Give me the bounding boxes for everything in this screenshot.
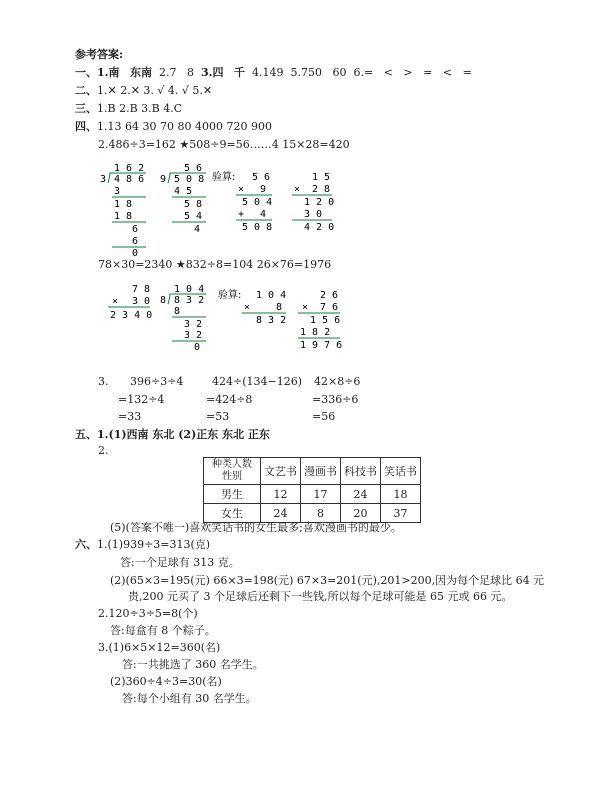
section-3-num: 三、	[75, 102, 97, 115]
svg-text:4 5: 4 5	[174, 186, 193, 197]
s6-line4: 贵,200 元买了 3 个足球后还剩下一些钱,所以每个足球可能是 65 元或 66 元。	[128, 590, 513, 603]
table-row	[204, 485, 421, 504]
svg-text:7 6: 7 6	[320, 302, 339, 313]
q3-c2-l1: 424÷(134−126)	[212, 375, 303, 388]
table-cell: 37	[381, 504, 421, 523]
svg-text:×: ×	[294, 184, 301, 195]
svg-text:5 4: 5 4	[184, 211, 203, 222]
q3-c1-l2: =132÷4	[118, 393, 165, 406]
svg-text:5 6: 5 6	[184, 163, 203, 174]
svg-text:0: 0	[194, 342, 201, 353]
answer: >	[403, 66, 413, 79]
table-header-row	[204, 458, 421, 485]
answer: 4.149	[251, 66, 284, 79]
answer: 千	[233, 66, 245, 79]
svg-text:3 2: 3 2	[184, 319, 203, 330]
svg-text:8: 8	[276, 302, 283, 313]
corner-top: 种类人数	[212, 459, 252, 470]
section-6-num: 六、	[75, 538, 97, 551]
section-2-text: 1.✕ 2.✕ 3. √ 4. √ 5.✕	[97, 84, 213, 97]
svg-text:2 3 4 0: 2 3 4 0	[110, 310, 153, 321]
svg-text:×: ×	[244, 302, 251, 313]
svg-text:8: 8	[174, 306, 181, 317]
answer: 5.750	[290, 66, 322, 79]
corner-bottom: 性别	[222, 471, 242, 482]
svg-text:1 6 2: 1 6 2	[114, 163, 145, 174]
svg-text:3 0: 3 0	[132, 296, 151, 307]
section-4-row1: 1.13 64 30 70 80 4000 720 900	[97, 120, 272, 133]
svg-text:4: 4	[194, 224, 201, 235]
answer: 2.7	[158, 66, 177, 79]
vertical-multiplication-26-76	[296, 288, 346, 356]
s6-line10: 答:每个小组有 30 名学生。	[122, 692, 257, 705]
section-5-note: (5)(答案不唯一)喜欢笑话书的女生最多;喜欢漫画书的最少。	[110, 521, 402, 534]
svg-text:8 3 2: 8 3 2	[174, 295, 205, 306]
vertical-multiplication-78-30	[106, 282, 156, 325]
check-label: 验算:	[218, 290, 242, 301]
answer: 东南	[129, 66, 152, 79]
table-cell: 8	[301, 504, 341, 523]
table-row	[204, 504, 421, 523]
section-3-text: 1.B 2.B 3.B 4.C	[97, 102, 183, 115]
table-cell: 24	[341, 485, 381, 504]
table-col-header: 笑话书	[381, 458, 421, 485]
section-2	[75, 84, 212, 98]
book-preference-table	[203, 457, 421, 523]
section-3	[75, 102, 182, 116]
svg-text:6: 6	[132, 236, 139, 247]
svg-text:2 6: 2 6	[320, 290, 339, 301]
page-title: 参考答案:	[75, 48, 124, 61]
section-2-num: 二、	[75, 84, 97, 97]
long-division-832-8	[160, 282, 210, 355]
svg-text:5 8: 5 8	[184, 199, 203, 210]
svg-text:9: 9	[160, 174, 167, 185]
svg-text:3 0: 3 0	[304, 209, 323, 220]
svg-text:1 0 4: 1 0 4	[256, 290, 287, 301]
table-cell: 17	[301, 485, 341, 504]
svg-text:4: 4	[260, 209, 267, 220]
svg-text:1 0 4: 1 0 4	[174, 284, 205, 295]
answer: =	[423, 66, 433, 79]
section-5-num: 五、	[75, 428, 97, 441]
table-cell: 18	[381, 485, 421, 504]
svg-text:3 2: 3 2	[184, 330, 203, 341]
check-multiplication-104-8	[218, 288, 288, 331]
svg-text:3: 3	[100, 174, 107, 185]
q3-c3-l2: =336÷6	[312, 393, 359, 406]
svg-text:4 2 0: 4 2 0	[304, 222, 335, 233]
answer: 8	[186, 66, 194, 79]
svg-text:×: ×	[112, 296, 119, 307]
table-col-header: 漫画书	[301, 458, 341, 485]
check-multiplication-56-9	[212, 170, 272, 238]
q3-c2-l3: =53	[206, 410, 230, 423]
s6-line1: 1.(1)939÷3=313(克)	[97, 538, 211, 551]
answer: =	[462, 66, 472, 79]
section-5	[75, 428, 270, 442]
section-4-num: 四、	[75, 120, 97, 133]
svg-text:8 3 2: 8 3 2	[256, 315, 287, 326]
section-4-row2: 2.486÷3=162 ★508÷9=56……4 15×28=420	[98, 138, 350, 151]
q3-c3-l3: =56	[312, 410, 336, 423]
svg-text:5 0 8: 5 0 8	[242, 222, 273, 233]
q3-c1-l1: 396÷3÷4	[130, 375, 184, 388]
svg-text:1 8: 1 8	[114, 199, 133, 210]
answer: <	[383, 66, 393, 79]
answer: <	[442, 66, 453, 79]
svg-text:1 2 0: 1 2 0	[304, 197, 335, 208]
svg-text:2 8: 2 8	[312, 184, 331, 195]
table-corner-header	[204, 458, 261, 485]
s6-line6: 答:每盒有 8 个粽子。	[110, 624, 216, 637]
svg-text:4 8 6: 4 8 6	[114, 174, 145, 185]
section-5-row1: 1.(1)西南 东北 (2)正东 东北 正东	[97, 428, 270, 441]
s6-line5: 2.120÷3÷5=8(个)	[98, 607, 198, 620]
svg-text:1 8 2: 1 8 2	[300, 327, 331, 338]
q3-c1-l3: =33	[118, 410, 142, 423]
table-row-label: 男生	[204, 485, 261, 504]
svg-text:1 5: 1 5	[312, 172, 331, 183]
svg-text:5 0 4: 5 0 4	[242, 197, 273, 208]
check-label: 验算:	[212, 172, 236, 183]
svg-text:3: 3	[114, 186, 121, 197]
svg-text:5 0 8: 5 0 8	[174, 174, 205, 185]
svg-text:1 9 7 6: 1 9 7 6	[300, 340, 343, 351]
table-cell: 12	[261, 485, 301, 504]
svg-text:9: 9	[260, 184, 267, 195]
s6-line7: 3.(1)6×5×12=360(名)	[98, 641, 221, 654]
section-1-num: 一、	[75, 66, 97, 79]
s6-line2: 答:一个足球有 313 克。	[120, 556, 240, 569]
table-cell: 20	[341, 504, 381, 523]
svg-text:×: ×	[238, 184, 245, 195]
section-6	[75, 538, 210, 552]
svg-text:6: 6	[132, 224, 139, 235]
svg-text:×: ×	[302, 302, 309, 313]
q3-c2-l2: =424÷8	[206, 393, 253, 406]
answer: 6.=	[353, 66, 374, 79]
table-row-label: 女生	[204, 504, 261, 523]
svg-text:8: 8	[160, 295, 167, 306]
answer: 60	[332, 66, 347, 79]
long-division-508-9	[160, 160, 210, 233]
s6-line3: (2)(65×3=195(元) 66×3=198(元) 67×3=201(元),201>200,因为每个足球比 64 元	[110, 574, 545, 587]
q3-label: 3.	[98, 375, 109, 388]
s6-line9: (2)360÷4÷3=30(名)	[110, 675, 222, 688]
section-1	[75, 66, 472, 80]
section-5-row2: 2.	[98, 444, 109, 457]
table-cell: 24	[261, 504, 301, 523]
svg-text:7 8: 7 8	[132, 284, 151, 295]
svg-text:5 6: 5 6	[252, 172, 271, 183]
vertical-multiplication-15-28	[290, 170, 340, 238]
svg-text:+: +	[238, 209, 245, 220]
svg-text:1 8: 1 8	[114, 211, 133, 222]
table-col-header: 文艺书	[261, 458, 301, 485]
table-col-header: 科技书	[341, 458, 381, 485]
s6-line8: 答:一共挑选了 360 名学生。	[122, 658, 264, 671]
long-division-486-3	[100, 160, 150, 258]
svg-text:1 5 6: 1 5 6	[310, 315, 341, 326]
section-4-row3: 78×30=2340 ★832÷8=104 26×76=1976	[98, 258, 332, 271]
svg-text:0: 0	[132, 248, 139, 259]
section-4	[75, 120, 272, 134]
answer: 3.四	[200, 66, 224, 79]
q3-c3-l1: 42×8÷6	[314, 375, 361, 388]
answer: 1.南	[97, 66, 120, 79]
